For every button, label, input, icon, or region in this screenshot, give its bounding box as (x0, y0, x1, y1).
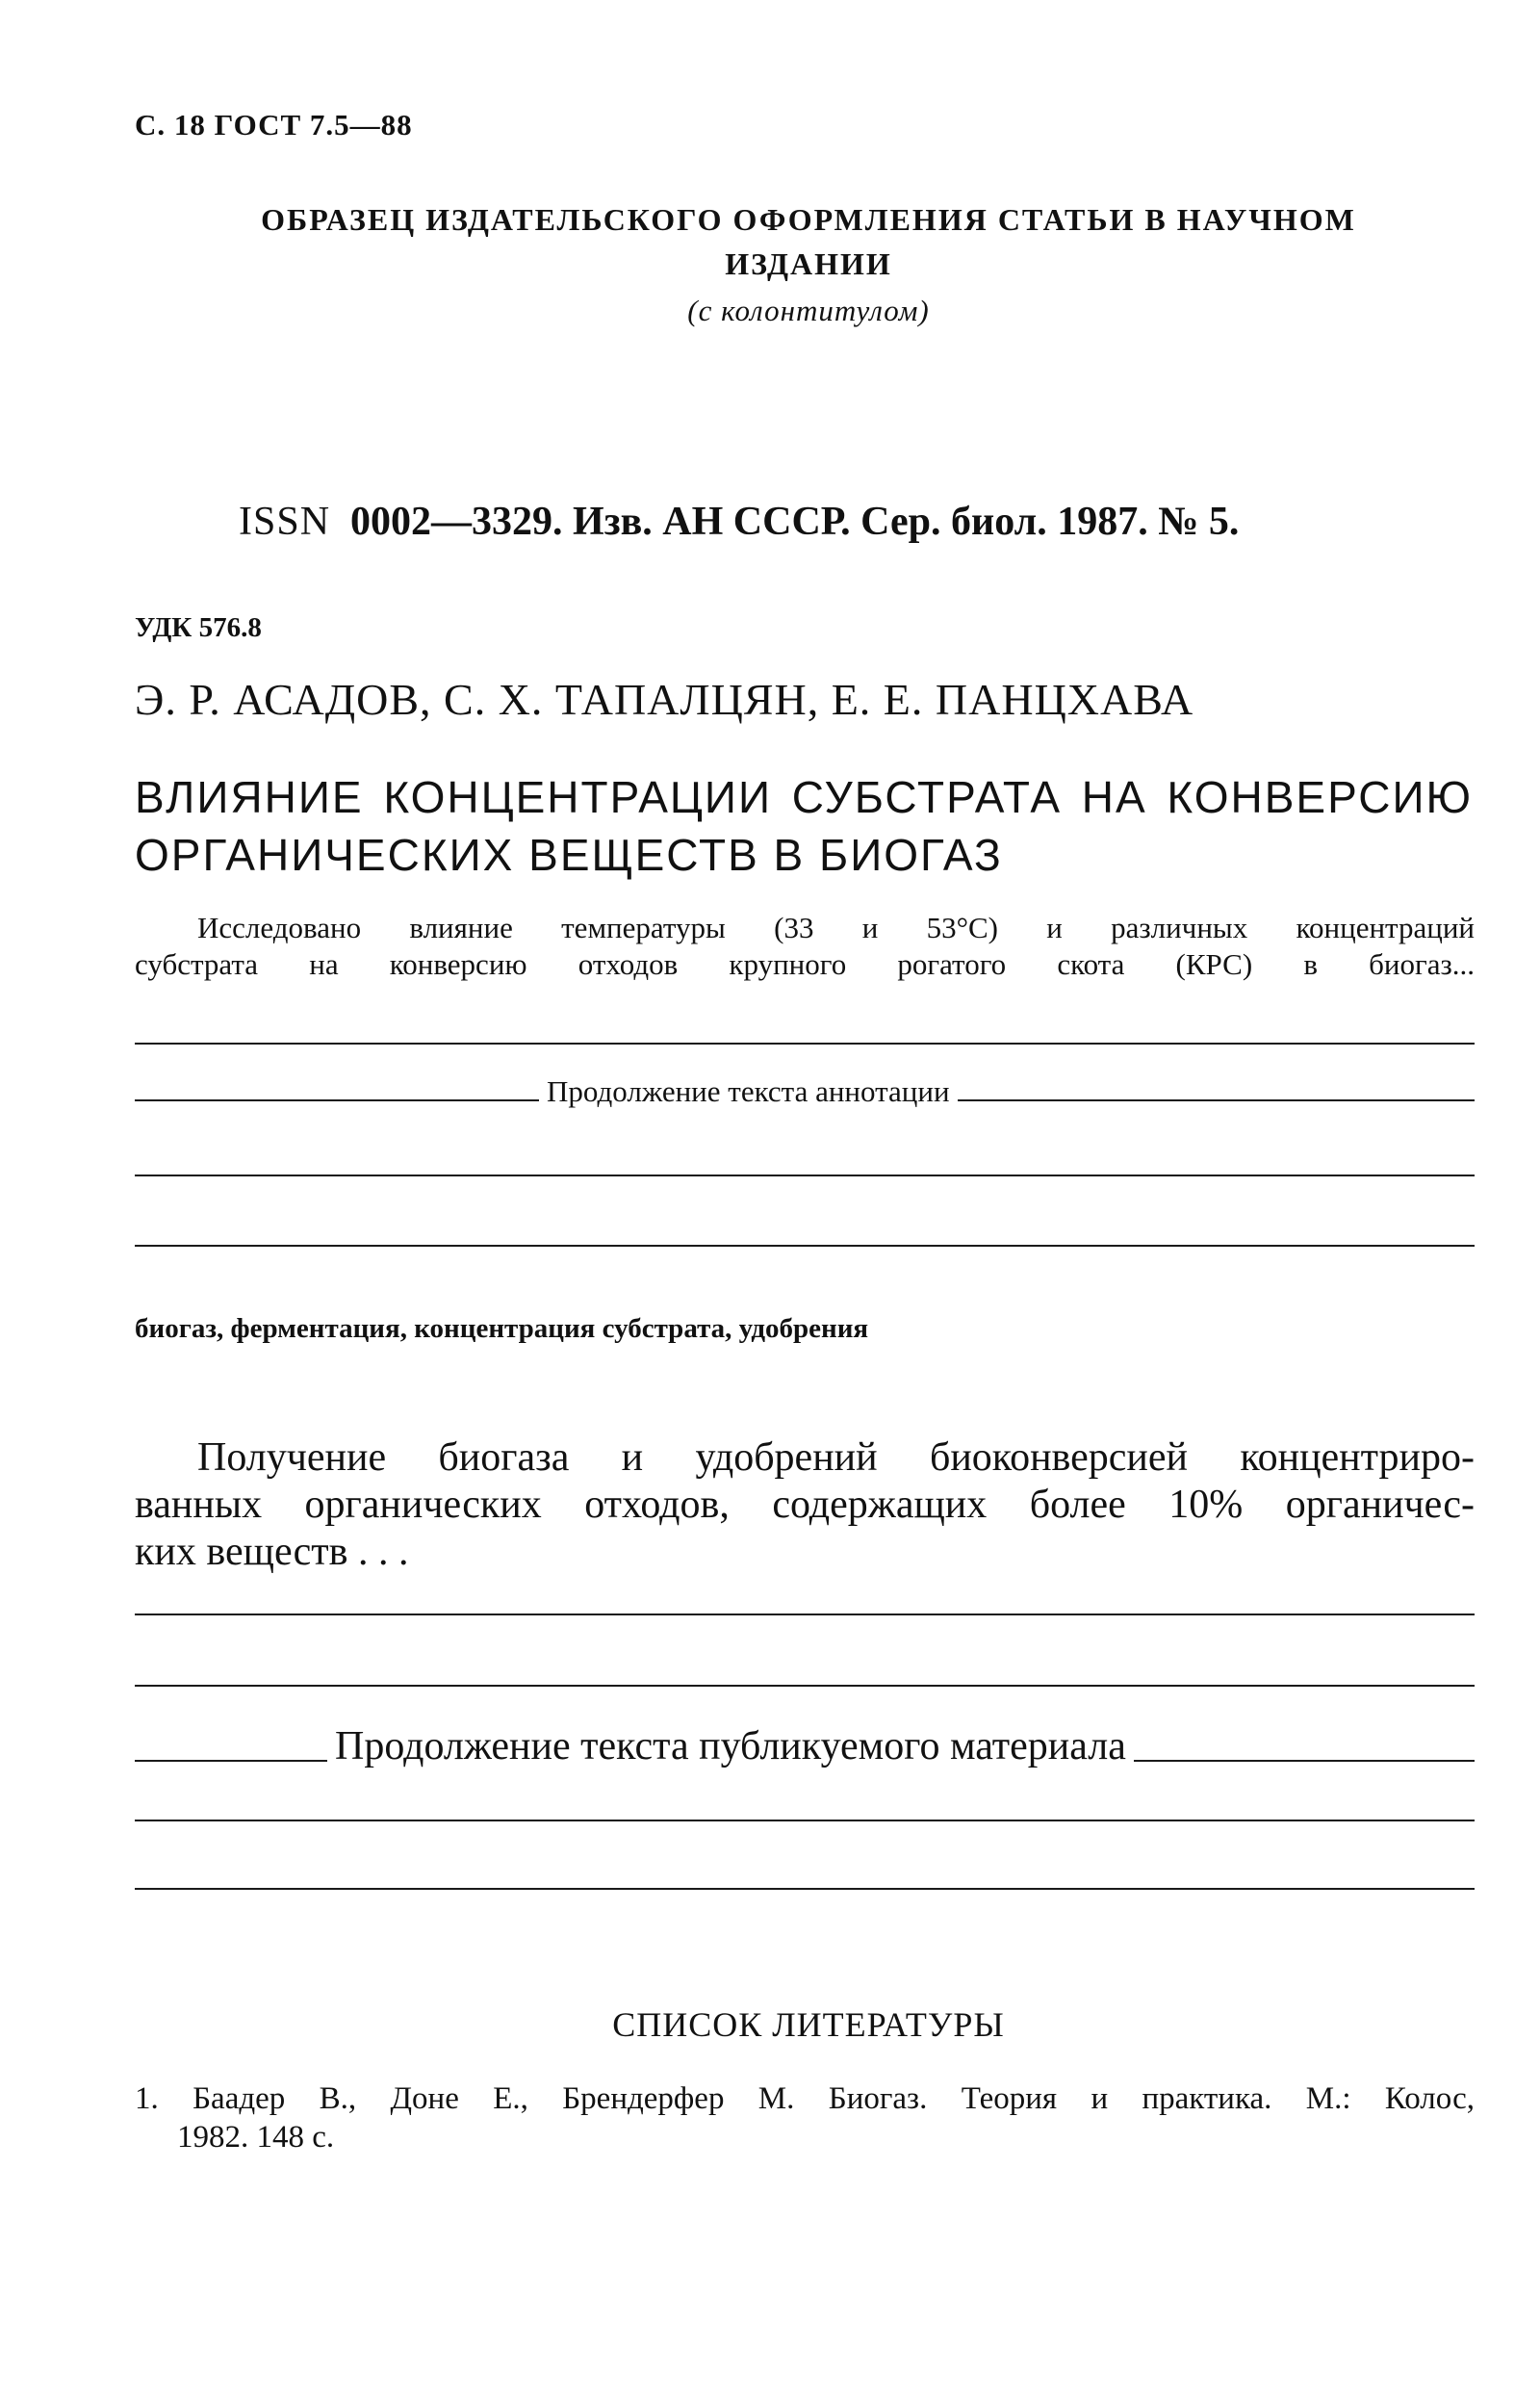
abstract-line-2: субстрата на конверсию отходов крупного рогатого скота (КРС) в биогаз... (135, 947, 1475, 981)
abstract (135, 910, 1475, 983)
running-head-citation: 0002—3329. Изв. АН СССР. Сер. биол. 1987. № 5. (350, 500, 1240, 544)
rule-segment (958, 1099, 1475, 1101)
placeholder-rule (135, 1614, 1475, 1615)
placeholder-rule (135, 1043, 1475, 1045)
reference-item-line-1: 1. Баадер В., Доне Е., Брендерфер М. Биогаз. Теория и практика. М.: Колос, (135, 2081, 1475, 2116)
abstract-line-1: Исследовано влияние температуры (33 и 53°С) и различных концентраций (197, 911, 1475, 944)
issn-label: ISSN (239, 500, 331, 544)
article-title (135, 768, 1473, 884)
running-head (239, 499, 1239, 545)
abstract-continuation-label: Продолжение текста аннотации (547, 1074, 950, 1108)
article-title-line-1: ВЛИЯНИЕ КОНЦЕНТРАЦИИ СУБСТРАТА НА КОНВЕРСИЮ (135, 772, 1473, 822)
body-text (135, 1434, 1475, 1576)
placeholder-rule (135, 1175, 1475, 1176)
sample-title (192, 197, 1424, 286)
keywords: биогаз, ферментация, концентрация субстрата, удобрения (135, 1313, 869, 1344)
body-text-line-1: Получение биогаза и удобрений биоконверсией концентриро- (197, 1435, 1475, 1480)
placeholder-rule (135, 1685, 1475, 1687)
body-text-line-3: ких веществ . . . (135, 1530, 409, 1574)
sample-title-line-2: ИЗДАНИИ (725, 246, 892, 281)
rule-segment (135, 1099, 539, 1101)
placeholder-rule (135, 1245, 1475, 1247)
references-heading: СПИСОК ЛИТЕРАТУРЫ (612, 2005, 1005, 2044)
reference-item (135, 2079, 1475, 2156)
body-text-line-2: ванных органических отходов, содержащих более 10% органичес- (135, 1483, 1475, 1527)
sample-title-line-1: ОБРАЗЕЦ ИЗДАТЕЛЬСКОГО ОФОРМЛЕНИЯ СТАТЬИ В НАУЧНОМ (261, 202, 1356, 237)
abstract-continuation-rule (135, 1074, 1475, 1109)
body-continuation-rule (135, 1723, 1475, 1769)
rule-segment (1134, 1760, 1475, 1762)
placeholder-rule (135, 1820, 1475, 1821)
sample-subtitle: (с колонтитулом) (687, 294, 930, 327)
reference-item-line-2: 1982. 148 с. (177, 2120, 335, 2155)
page-header: С. 18 ГОСТ 7.5—88 (135, 108, 413, 142)
authors: Э. Р. АСАДОВ, С. Х. ТАПАЛЦЯН, Е. Е. ПАНЦХАВА (135, 675, 1194, 724)
placeholder-rule (135, 1888, 1475, 1890)
article-title-line-2: ОРГАНИЧЕСКИХ ВЕЩЕСТВ В БИОГАЗ (135, 830, 1003, 880)
udk-code: УДК 576.8 (135, 612, 262, 643)
body-continuation-label: Продолжение текста публикуемого материала (335, 1724, 1126, 1768)
rule-segment (135, 1760, 327, 1762)
